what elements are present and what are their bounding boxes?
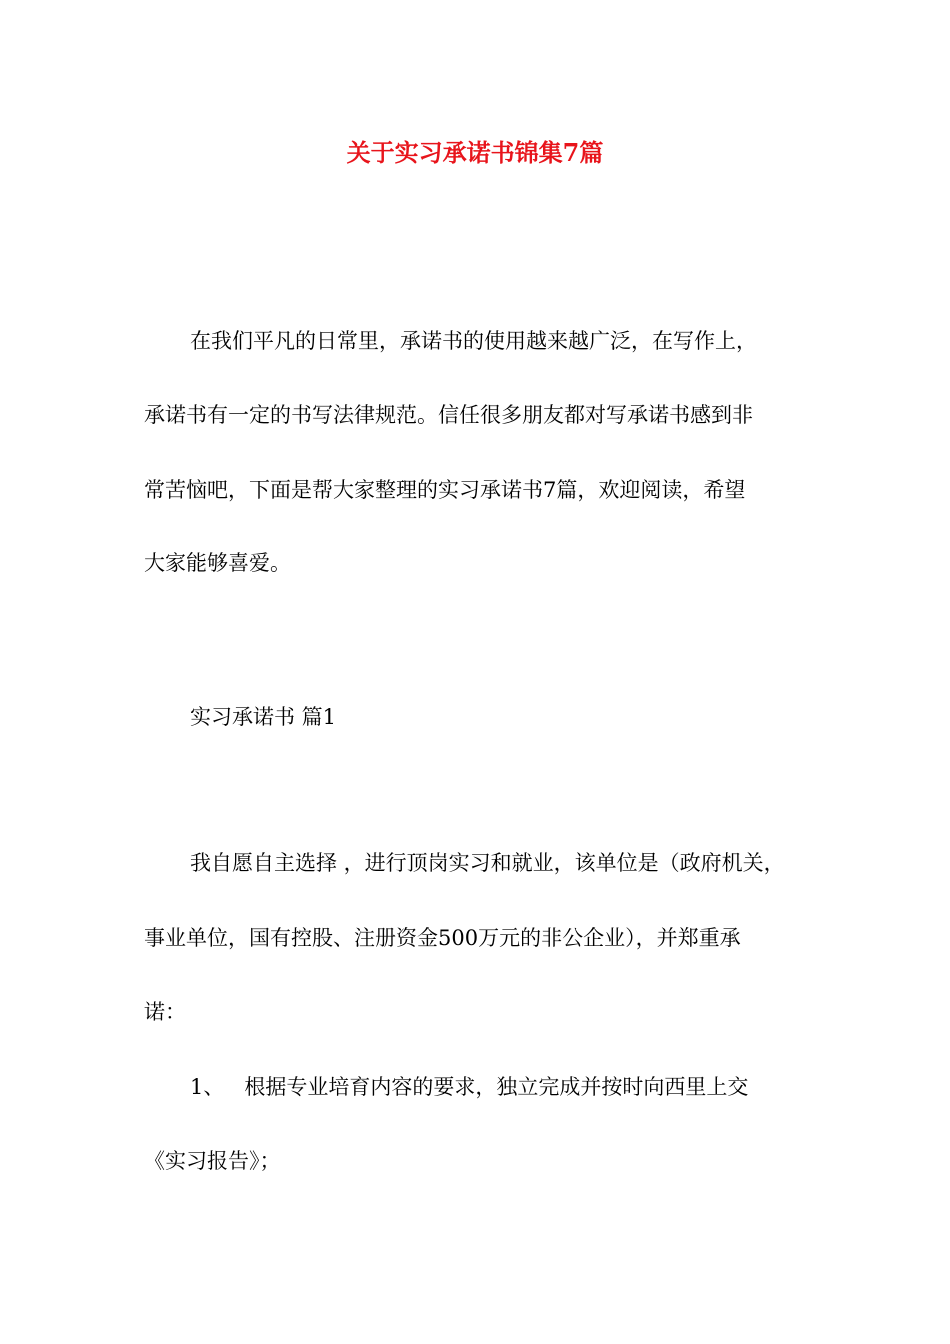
intro-line-3: 常苦恼吧，下面是帮大家整理的实习承诺书7篇，欢迎阅读，希望: [144, 478, 746, 502]
intro-line-1: 在我们平凡的日常里，承诺书的使用越来越广泛，在写作上，: [190, 329, 757, 353]
paragraph1-line-2: 事业单位，国有控股、注册资金500万元的非公企业），并郑重承: [144, 926, 741, 950]
paragraph1-line-1: 我自愿自主选择 ，进行顶岗实习和就业，该单位是（政府机关，: [190, 851, 785, 875]
section-heading: 实习承诺书 篇1: [190, 705, 337, 729]
list-item-1-continuation: 《实习报告》；: [144, 1149, 281, 1173]
paragraph1-line-3: 诺：: [144, 1000, 186, 1024]
list-item-text: 根据专业培育内容的要求，独立完成并按时向西里上交: [244, 1075, 749, 1099]
intro-line-2: 承诺书有一定的书写法律规范。信任很多朋友都对写承诺书感到非: [144, 403, 753, 427]
list-item-1: [190, 1072, 748, 1102]
page-title: 关于实习承诺书锦集7篇: [346, 138, 604, 167]
intro-line-4: 大家能够喜爱。: [144, 551, 291, 575]
list-item-number: 1、: [190, 1075, 225, 1099]
